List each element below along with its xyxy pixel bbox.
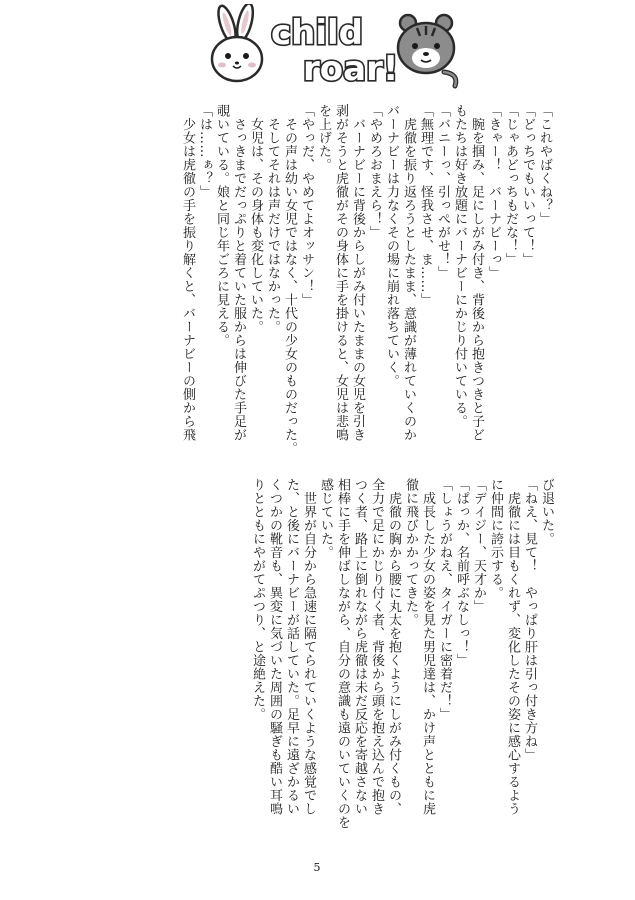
text-line: 「やっだ、やめてよオッサン！」 [299, 104, 314, 307]
text-line: 全力で足にかじり付く者、背後から頭を抱え込んで抱き [369, 478, 384, 816]
page-header [205, 4, 460, 90]
text-line: りとともにやがてぷつり、と途絶えた。 [250, 478, 265, 721]
text-line: そしてそれは声だけではなかった。 [265, 104, 280, 334]
text-line: に仲間に誇示する。 [488, 478, 503, 600]
text-line: 「デイジー、天才か」 [471, 478, 486, 613]
text-line: 「は……ぁ？」 [197, 104, 212, 199]
text-line: 虎徹の胸から腰に丸太を抱くようにしがみ付くもの、 [386, 478, 401, 816]
text-line: 虎徹には目もくれず、変化したその姿に感心するよう [505, 478, 520, 816]
text-line: 「きゃー！ バーナビーっ」 [486, 104, 501, 280]
text-line: 腕を掴み、足にしがみ付き、背後から抱きつきと子ど [469, 104, 484, 442]
text-line: 「ねえ、見て！ やっぱり肝は引っ付き方ね」 [522, 478, 537, 762]
lower-text-block [249, 478, 555, 853]
text-line: 少女は虎徹の手を振り解くと、バーナビーの側から飛 [180, 104, 195, 442]
text-line: バーナビーに背後からしがみ付いたままの女児を引き [350, 104, 365, 442]
page-number: 5 [313, 861, 322, 874]
rabbit-icon [212, 4, 262, 81]
text-line: 剥がそうと虎徹がその身体に手を掛けると、女児は悲鳴 [333, 104, 348, 442]
text-line: 「バニーっ、引っぺがせ！」 [435, 104, 450, 280]
logo-text-bottom: roar! [303, 49, 399, 89]
text-line: もたちは好き放題にバーナビーにかじり付いている。 [452, 104, 467, 428]
text-line: 感じていた。 [318, 478, 333, 559]
text-line: 「どっちでもいいって！」 [520, 104, 535, 266]
text-line: 「ぱっか、名前呼ぶなしっ！」 [454, 478, 469, 667]
text-line: 「やめろおまえら！」 [367, 104, 382, 239]
text-line: 女児は、その身体も変化していた。 [248, 104, 263, 334]
text-line: その声は幼い女児ではなく、十代の少女のものだった。 [282, 104, 297, 455]
logo-text-top: child [271, 13, 364, 53]
text-line: バーナビーは力なくその場に崩れ落ちていく。 [384, 104, 399, 388]
text-line: 覗いている。娘と同じ年ごろに見える。 [214, 104, 229, 347]
text-line: を上げた。 [316, 104, 331, 172]
text-line: 「じゃあどっちもだな！」 [503, 104, 518, 266]
text-line: 徹に飛びかかってきた。 [403, 478, 418, 627]
text-line: くつかの靴音も、異変に気づいた周囲の騒ぎも酷い耳鳴 [267, 478, 282, 816]
text-line: た、と後にバーナビーが話していた。足早に遠ざかるい [284, 478, 299, 816]
text-line: 虎徹を振り返ろうとしたまま、意識が薄れていくのか [401, 104, 416, 442]
text-line: 相棒に手を伸ばしながら、自分の意識も遠のいていくのを [335, 478, 350, 829]
text-line: 「これやばくね？」 [537, 104, 552, 226]
text-line: 「無理です、怪我させ、ま……」 [418, 104, 433, 307]
text-line: 「しょうがねえ、タイガーに密着だ！」 [437, 478, 452, 721]
text-line: 成長した少女の姿を見た男児達は、かけ声とともに虎 [420, 478, 435, 816]
upper-text-block [179, 104, 553, 464]
text-line: び退いた。 [539, 478, 554, 546]
child-roar-logo [205, 4, 460, 90]
text-line: つく者、路上に倒れながら虎徹は未だ反応を寄越さない [352, 478, 367, 816]
text-line: 世界が自分から急速に隔てられていくような感覚でし [301, 478, 316, 816]
text-line: さっきまでだっぷりと着ていた服からは伸びた手足が [231, 104, 246, 442]
tiger-icon [398, 15, 456, 86]
